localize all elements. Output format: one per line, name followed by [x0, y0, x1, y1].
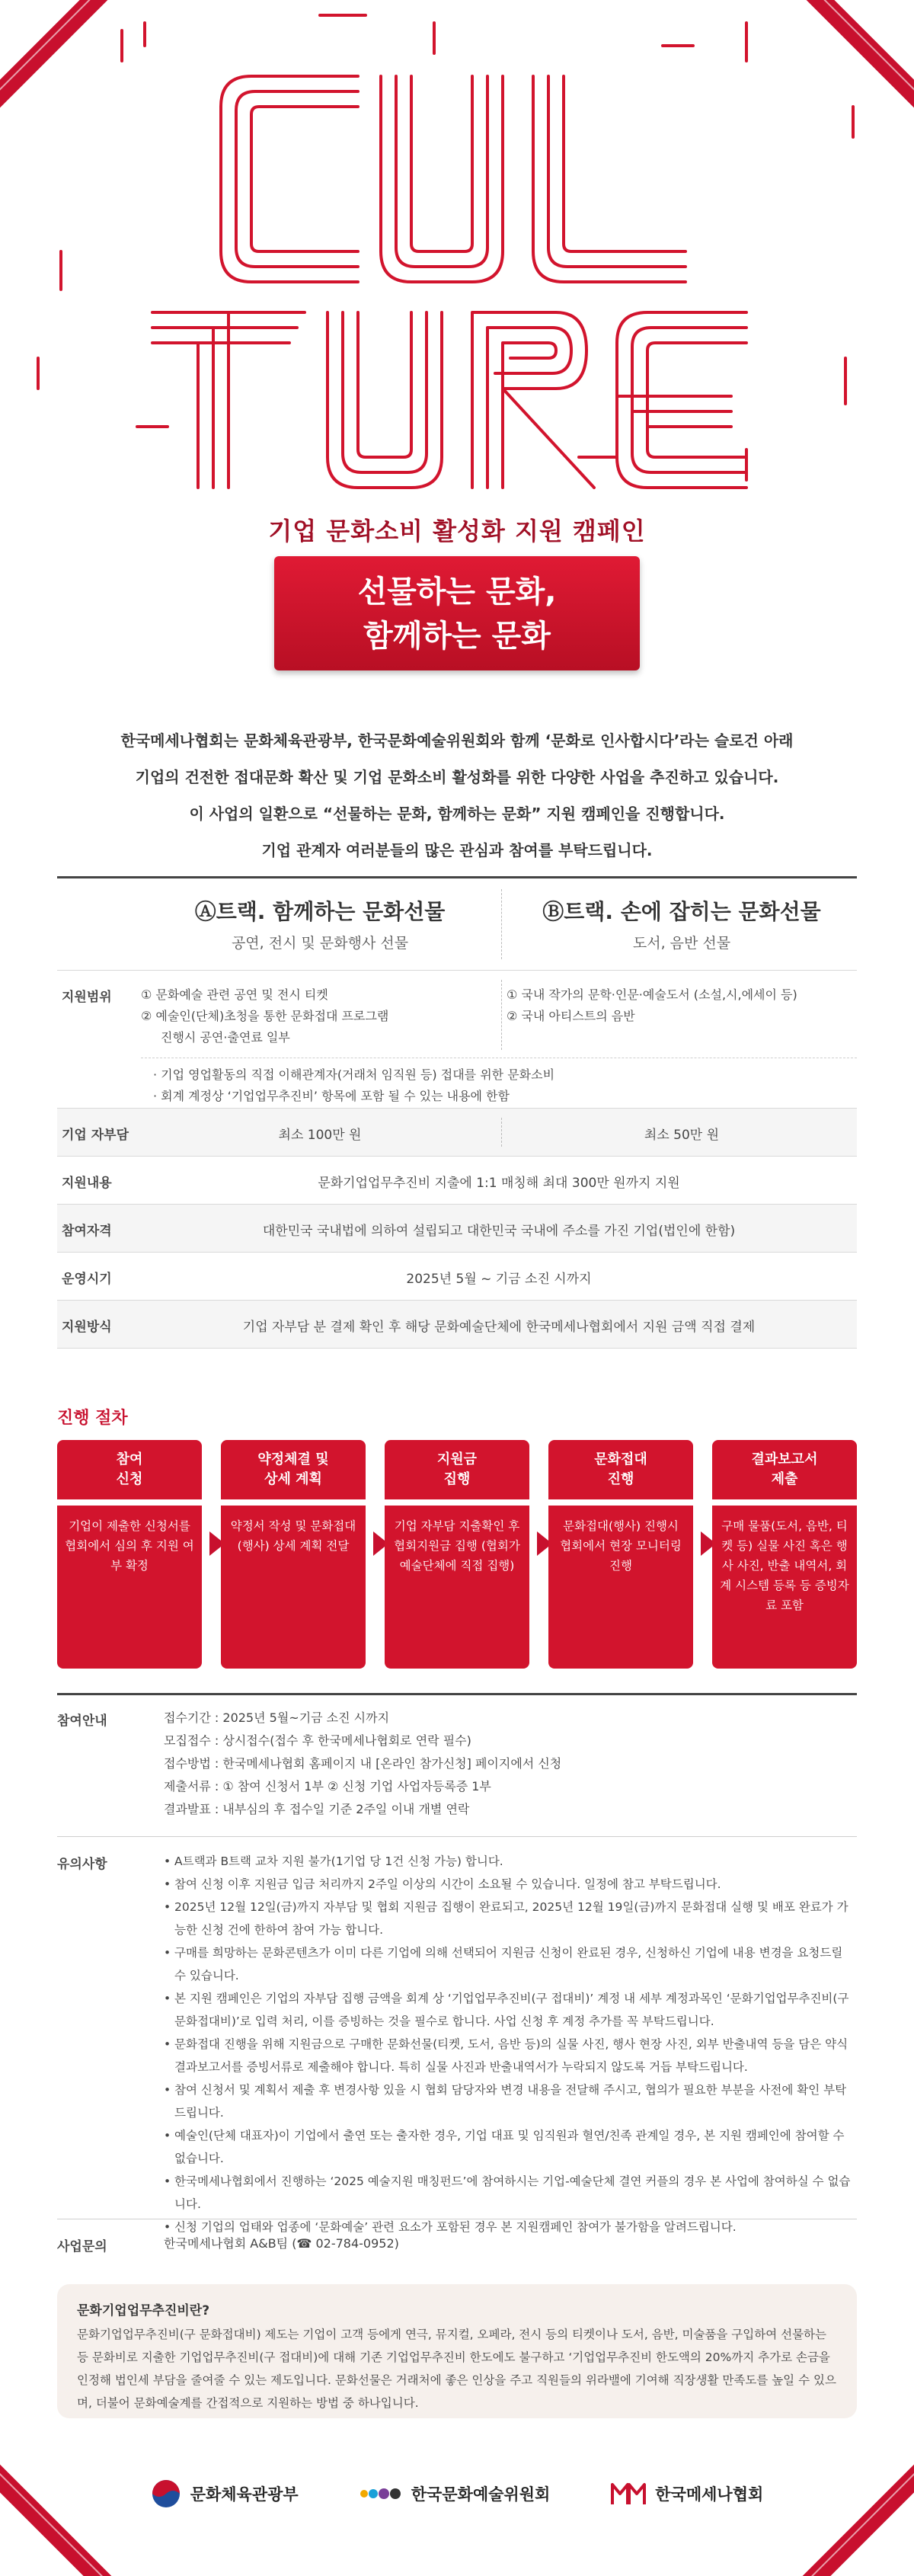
guide-line: 접수방법 : 한국메세나협회 홈페이지 내 [온라인 참가신청] 페이지에서 신청 [164, 1756, 562, 1771]
notes-section [57, 1850, 857, 2234]
procedure-step [385, 1440, 529, 1669]
table-row-burden [57, 1109, 857, 1157]
procedure-steps [57, 1440, 857, 1676]
table-row-period [57, 1253, 857, 1301]
procedure-title: 진행 절차 [57, 1409, 128, 1428]
banner-title [259, 570, 655, 658]
notes-body [164, 1850, 857, 2238]
scope-a-item: ① 문화예술 관련 공연 및 전시 티켓 [141, 987, 328, 1002]
explain-title: 문화기업업무추진비란? [77, 2303, 210, 2318]
table-header-row [57, 876, 857, 971]
scope-label: 지원범위 [62, 990, 112, 1005]
eligibility-value: 대한민국 국내법에 의하여 설립되고 대한민국 국내에 주소를 가진 기업(법인에 한함) [262, 1224, 736, 1239]
culture-hero-lettering [0, 0, 914, 503]
note-item: • 한국메세나협회에서 진행하는 ‘2025 예술지원 매칭펀드’에 참여하시는 기업-예술단체 결연 커플의 경우 본 사업에 참여하실 수 없습니다. [164, 2170, 857, 2216]
contact-label: 사업문의 [57, 2239, 107, 2254]
step-head-text: 문화접대 진행 [594, 1451, 647, 1487]
intro-text [0, 722, 914, 869]
note-item: • 참여 신청서 및 계획서 제출 후 변경사항 있을 시 협회 담당자와 변경 내용을 전달해 주시고, 협의가 필요한 부분을 사전에 확인 부탁드립니다. [164, 2078, 857, 2124]
contact-text: 한국메세나협회 A&B팀 (☎ 02-784-0952) [164, 2236, 399, 2251]
note-item: • 본 지원 캠페인은 기업의 자부담 집행 금액을 회계 상 ‘기업업무추진비(구 접대비)’ 계정 내 세부 계정과목인 ‘문화기업업무추진비(구 문화접대비)’로 입력 처리, 이를 증빙하는 것을 필수로 합니다. 사업 신청 후 계정 추가를 꼭 부탁드립니다. [164, 1987, 857, 2033]
step-desc: 약정서 작성 및 문화접대(행사) 상세 계획 전달 [221, 1506, 366, 1669]
step-head [385, 1440, 529, 1499]
period-value: 2025년 5월 ~ 기금 소진 시까지 [406, 1272, 592, 1287]
slogan-banner [259, 556, 655, 686]
logo-arko [360, 2482, 551, 2505]
table-row-scope [57, 971, 857, 1109]
table-row-content [57, 1157, 857, 1205]
step-head-text: 약정체결 및 상세 계획 [257, 1451, 329, 1487]
guide-line: 접수기간 : 2025년 5월~기금 소진 시까지 [164, 1710, 390, 1725]
scope-b [507, 984, 857, 1027]
explain-box [57, 2284, 857, 2418]
procedure-step [57, 1440, 202, 1669]
step-head [221, 1440, 366, 1499]
intro-line: 이 사업의 일환으로 “선물하는 문화, 함께하는 문화” 지원 캠페인을 진행합니다. [189, 805, 725, 823]
burden-label: 기업 자부담 [62, 1128, 129, 1143]
banner-line-2: 함께하는 문화 [363, 619, 551, 654]
method-label: 지원방식 [62, 1320, 112, 1335]
content-label: 지원내용 [62, 1176, 112, 1191]
column-divider [501, 1118, 502, 1147]
step-desc: 기업 자부담 지출확인 후 협회지원금 집행 (협회가 예술단체에 직접 집행) [385, 1506, 529, 1669]
logo-label: 한국메세나협회 [655, 2485, 764, 2504]
procedure-step [548, 1440, 693, 1669]
track-a-subtitle: 공연, 전시 및 문화행사 선물 [231, 935, 409, 952]
procedure-step [221, 1440, 366, 1669]
procedure-step [712, 1440, 857, 1669]
note-item: • 신청 기업의 업태와 업종에 ‘문화예술’ 관련 요소가 포함된 경우 본 지원캠페인 참여가 불가함을 알려드립니다. [164, 2216, 857, 2238]
logo-label: 문화체육관광부 [190, 2485, 299, 2504]
scope-common [141, 1058, 857, 1107]
scope-b-item: ① 국내 작가의 문학·인문·예술도서 (소설,시,에세이 등) [507, 987, 797, 1002]
note-item: • 2025년 12월 12일(금)까지 자부담 및 협회 지원금 집행이 완료되고, 2025년 12월 19일(금)까지 문화접대 실행 및 배포 완료가 가능한 신청 건에 한하여 참여 가능 합니다. [164, 1896, 857, 1941]
section-divider [57, 1836, 857, 1837]
guide-line: 제출서류 : ① 참여 신청서 1부 ② 신청 기업 사업자등록증 1부 [164, 1779, 491, 1794]
intro-line: 기업 관계자 여러분들의 많은 관심과 참여를 부탁드립니다. [261, 841, 653, 859]
step-desc: 문화접대(행사) 진행시 협회에서 현장 모니터링 진행 [548, 1506, 693, 1669]
scope-a-item: ② 예술인(단체)초청을 통한 문화접대 프로그램 [141, 1009, 389, 1023]
step-head [548, 1440, 693, 1499]
track-b-subtitle: 도서, 음반 선물 [632, 935, 731, 952]
note-item: • 참여 신청 이후 지원금 입금 처리까지 2주일 이상의 시간이 소요될 수 있습니다. 일정에 참고 부탁드립니다. [164, 1873, 857, 1896]
logo-mcst [151, 2478, 299, 2509]
track-a-title: Ⓐ트랙. 함께하는 문화선물 [194, 899, 446, 924]
note-item: • A트랙과 B트랙 교차 지원 불가(1기업 당 1건 신청 가능) 합니다. [164, 1850, 857, 1873]
logo-label: 한국문화예술위원회 [411, 2485, 551, 2504]
note-item: • 구매를 희망하는 문화콘텐츠가 이미 다른 기업에 의해 선택되어 지원금 신청이 완료된 경우, 신청하신 기업에 내용 변경을 요청드릴 수 있습니다. [164, 1941, 857, 1987]
banner-line-1: 선물하는 문화, [357, 574, 557, 610]
step-desc: 구매 물품(도서, 음반, 티켓 등) 실물 사진 혹은 행사 사진, 반출 내역서, 회계 시스템 등록 등 증빙자료 포함 [712, 1506, 857, 1669]
notes-label: 유의사항 [57, 1857, 107, 1872]
note-item: • 예술인(단체 대표자)이 기업에서 출연 또는 출자한 경우, 기업 대표 및 임직원과 혈연/친족 관계일 경우, 본 지원 캠페인에 참여할 수 없습니다. [164, 2124, 857, 2170]
step-head-text: 참여 신청 [116, 1451, 143, 1487]
logo-mecenat [611, 2482, 763, 2506]
campaign-subtitle: 기업 문화소비 활성화 지원 캠페인 [268, 517, 646, 546]
table-row-method [57, 1301, 857, 1349]
mecenat-icon [611, 2482, 646, 2506]
step-head-text: 결과보고서 제출 [751, 1451, 818, 1487]
table-row-eligibility [57, 1205, 857, 1253]
guide-section [57, 1707, 857, 1844]
step-head [712, 1440, 857, 1499]
note-item: • 문화접대 진행을 위해 지원금으로 구매한 문화선물(티켓, 도서, 음반 등)의 실물 사진, 행사 현장 사진, 외부 반출내역 등을 담은 약식 결과보고서를 증빙서류로 제출해야 합니다. 특히 실물 사진과 반출내역서가 누락되지 않도록 거듭 부탁드립니다. [164, 2033, 857, 2078]
eligibility-label: 참여자격 [62, 1224, 112, 1239]
column-divider [501, 889, 502, 959]
step-desc: 기업이 제출한 신청서를 협회에서 심의 후 지원 여부 확정 [57, 1506, 202, 1669]
section-divider [57, 1693, 857, 1695]
notes-list [164, 1850, 857, 2238]
guide-label: 참여안내 [57, 1714, 107, 1729]
scope-b-item: ② 국내 아티스트의 음반 [507, 1009, 635, 1023]
track-b-title: Ⓑ트랙. 손에 잡히는 문화선물 [542, 899, 821, 924]
burden-b: 최소 50만 원 [644, 1128, 720, 1143]
sponsor-logos [0, 2467, 914, 2520]
method-value: 기업 자부담 분 결제 확인 후 해당 문화예술단체에 한국메세나협회에서 지원 금액 직접 결제 [242, 1320, 756, 1335]
track-a-header [141, 895, 499, 952]
contact-section [57, 2232, 857, 2263]
scope-common-item: · 기업 영업활동의 직접 이해관계자(거래처 임직원 등) 접대를 위한 문화소비 [153, 1067, 555, 1082]
guide-lines [164, 1707, 857, 1821]
track-b-header [507, 895, 857, 952]
column-divider [501, 980, 502, 1050]
intro-line: 한국메세나협회는 문화체육관광부, 한국문화예술위원회와 함께 ‘문화로 인사합시다’라는 슬로건 아래 [120, 731, 794, 750]
guide-line: 모집접수 : 상시접수(접수 후 한국메세나협회로 연락 필수) [164, 1733, 471, 1748]
burden-a: 최소 100만 원 [278, 1128, 362, 1143]
scope-a [141, 984, 499, 1048]
mcst-icon [151, 2478, 181, 2509]
intro-line: 기업의 건전한 접대문화 확산 및 기업 문화소비 활성화를 위한 다양한 사업을 추진하고 있습니다. [135, 768, 779, 786]
support-table [57, 876, 857, 1349]
guide-line: 결과발표 : 내부심의 후 접수일 기준 2주일 이내 개별 연락 [164, 1802, 470, 1816]
arko-icon [360, 2485, 402, 2503]
explain-body: 문화기업업무추진비(구 문화접대비) 제도는 기업이 고객 등에게 연극, 뮤지컬, 오페라, 전시 등의 티켓이나 도서, 음반, 미술품을 구입하여 선물하는 등 문화비로 지출한 기업업무추진비(구 접대비)에 대해 기존 기업업무추진비 한도에도 불구하고 ‘기업업무추진비 한도액의 20%까지 추가로 손금을 인정해 법인세 부담을 줄여줄 수 있는 제도입니다. 문화선물은 거래처에 좋은 인상을 주고 직원들의 위라밸에 기여해 직장생활 만족도를 높일 수 있으며, 더불어 문화예술계를 간접적으로 지원하는 방법 중 하나입니다. [77, 2328, 836, 2410]
step-head-text: 지원금 집행 [436, 1451, 478, 1487]
scope-common-item: · 회계 계정상 ‘기업업무추진비’ 항목에 포함 될 수 있는 내용에 한함 [153, 1089, 510, 1103]
scope-a-item: 진행시 공연·출연료 일부 [161, 1030, 290, 1045]
content-value: 문화기업업무추진비 지출에 1:1 매칭해 최대 300만 원까지 지원 [318, 1176, 680, 1191]
step-head [57, 1440, 202, 1499]
period-label: 운영시기 [62, 1272, 112, 1287]
